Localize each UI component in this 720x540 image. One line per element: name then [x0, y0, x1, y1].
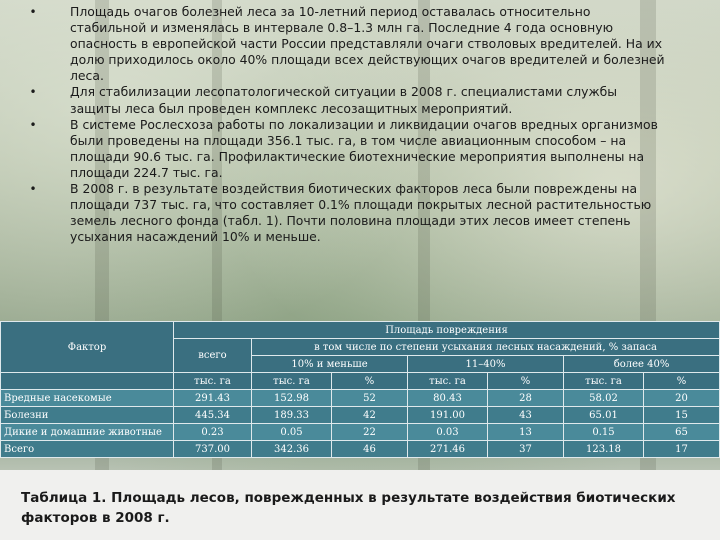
cell: 46 — [332, 441, 408, 458]
cell: 0.23 — [174, 424, 252, 441]
row-label: Болезни — [1, 407, 174, 424]
table-row — [1, 390, 720, 407]
bullet-list — [28, 4, 668, 245]
header-damage-area: Площадь повреждения — [174, 322, 720, 339]
bullet-text: В системе Рослесхоза работы по локализации и ликвидации очагов вредных организмов были проведены на площади 356.1 тыс. га, в том числе авиационным способом – на площади 90.6 тыс. га. Профилактические биотехнические мероприятия выполнены на площади 224.7 тыс. га. — [70, 116, 658, 180]
cell: 22 — [332, 424, 408, 441]
cell: 52 — [332, 390, 408, 407]
header-group: 11–40% — [408, 356, 564, 373]
cell: 123.18 — [564, 441, 644, 458]
cell: 43 — [488, 407, 564, 424]
table-row — [1, 441, 720, 458]
bullet-text: Для стабилизации лесопатологической ситуации в 2008 г. специалистами службы защиты леса был проведен комплекс лесозащитных мероприятий. — [70, 84, 618, 116]
header-factor: Фактор — [1, 322, 174, 373]
header-unit: % — [644, 373, 720, 390]
header-unit: тыс. га — [252, 373, 332, 390]
header-unit: % — [488, 373, 564, 390]
cell: 37 — [488, 441, 564, 458]
cell: 271.46 — [408, 441, 488, 458]
header-group: 10% и меньше — [252, 356, 408, 373]
cell: 0.15 — [564, 424, 644, 441]
cell: 65 — [644, 424, 720, 441]
row-label: Дикие и домашние животные — [1, 424, 174, 441]
cell: 0.05 — [252, 424, 332, 441]
row-label: Вредные насекомые — [1, 390, 174, 407]
cell: 42 — [332, 407, 408, 424]
cell: 80.43 — [408, 390, 488, 407]
header-unit-spacer — [1, 373, 174, 390]
cell: 737.00 — [174, 441, 252, 458]
cell: 20 — [644, 390, 720, 407]
bullet-icon: • — [29, 5, 37, 19]
header-unit: тыс. га — [564, 373, 644, 390]
header-unit: % — [332, 373, 408, 390]
table-row — [1, 407, 720, 424]
cell: 291.43 — [174, 390, 252, 407]
header-total: всего — [174, 339, 252, 373]
bullet-item — [28, 84, 668, 116]
bullet-item — [28, 4, 668, 84]
table-caption: Таблица 1. Площадь лесов, поврежденных в результате воздействия биотических факторов в 2008 г. — [21, 490, 676, 526]
cell: 445.34 — [174, 407, 252, 424]
bullet-item — [28, 117, 668, 181]
cell: 342.36 — [252, 441, 332, 458]
cell: 65.01 — [564, 407, 644, 424]
cell: 17 — [644, 441, 720, 458]
header-group: более 40% — [564, 356, 720, 373]
bullet-icon: • — [29, 117, 37, 132]
row-label: Всего — [1, 441, 174, 458]
cell: 15 — [644, 407, 720, 424]
bullet-text: В 2008 г. в результате воздействия биотических факторов леса были повреждены на площади 737 тыс. га, что составляет 0.1% площади покрытых лесной растительностью земель лесного фонда (табл. 1). Почти половина площади этих лесов имеет степень усыхания насаждений 10% и меньше. — [70, 181, 652, 245]
bullet-item — [28, 181, 668, 245]
cell: 28 — [488, 390, 564, 407]
bullet-icon: • — [29, 182, 37, 197]
cell: 152.98 — [252, 390, 332, 407]
table-row — [1, 424, 720, 441]
cell: 189.33 — [252, 407, 332, 424]
header-unit: тыс. га — [174, 373, 252, 390]
damage-table — [0, 321, 720, 458]
bullet-icon: • — [29, 85, 37, 100]
header-unit: тыс. га — [408, 373, 488, 390]
cell: 58.02 — [564, 390, 644, 407]
cell: 13 — [488, 424, 564, 441]
header-by-degree: в том числе по степени усыхания лесных насаждений, % запаса — [252, 339, 720, 356]
bullet-text: Площадь очагов болезней леса за 10-летний период оставалась относительно стабильной и изменялась в интервале 0.8–1.3 млн га. Последние 4 года основную опасность в европейской части России представляли очаги стволовых вредителей. На их долю приходилось около 40% площади всех действующих очагов вредителей и болезней леса. — [70, 4, 665, 84]
cell: 191.00 — [408, 407, 488, 424]
cell: 0.03 — [408, 424, 488, 441]
